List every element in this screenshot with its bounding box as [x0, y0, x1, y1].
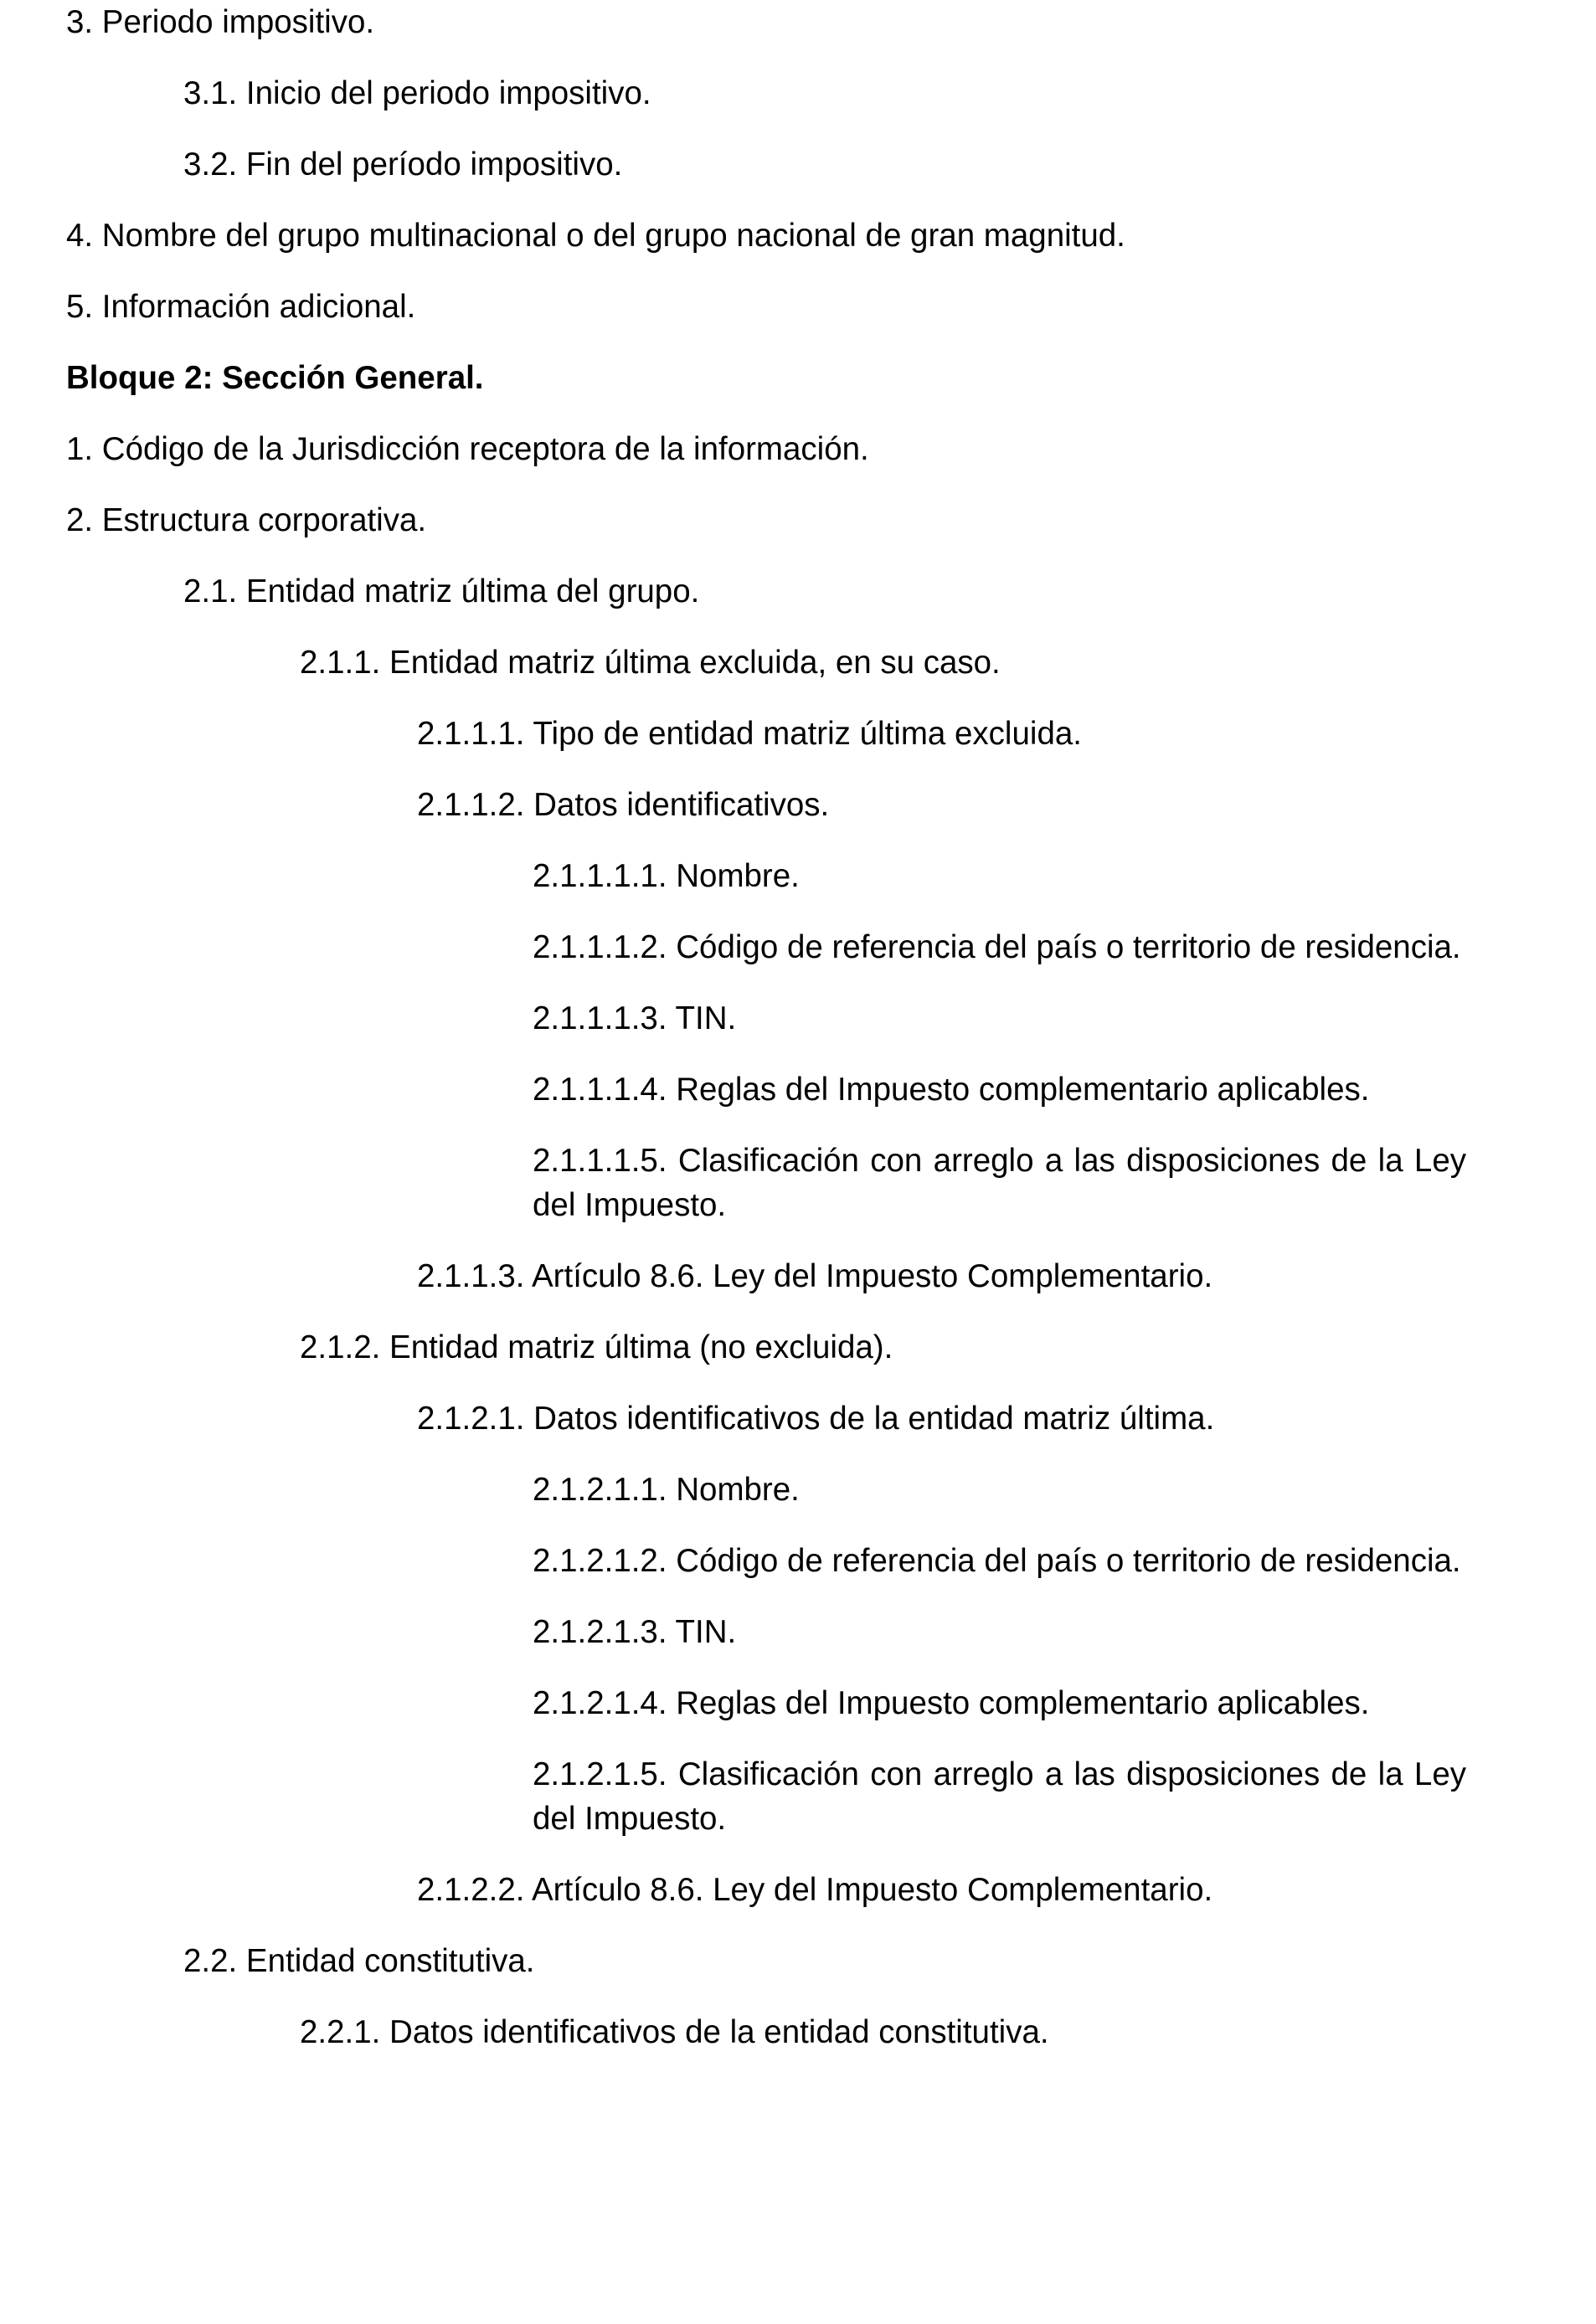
outline-item: 2.1.2. Entidad matriz última (no excluida).	[300, 1329, 893, 1365]
outline-item: 2.1.1.3. Artículo 8.6. Ley del Impuesto Complementario.	[417, 1258, 1213, 1294]
outline-item: 5. Información adicional.	[66, 289, 416, 325]
section-heading: Bloque 2: Sección General.	[66, 360, 484, 396]
outline-item: 2.1.2.1.4. Reglas del Impuesto complementario aplicables.	[533, 1685, 1370, 1721]
outline-item: 2.1.2.1.3. TIN.	[533, 1614, 737, 1650]
outline-item: 3.1. Inicio del periodo impositivo.	[183, 75, 651, 111]
outline-item: 1. Código de la Jurisdicción receptora de la información.	[66, 431, 869, 467]
outline-item: 2.1.2.1.1. Nombre.	[533, 1472, 800, 1508]
outline-item: 2.1.1.1.1. Nombre.	[533, 858, 800, 894]
outline-item: 2.1.1.1.2. Código de referencia del país o territorio de residencia.	[533, 929, 1461, 965]
outline-item: 2.1.1.1.3. TIN.	[533, 1000, 737, 1036]
outline-item: 2.2.1. Datos identificativos de la entidad constitutiva.	[300, 2014, 1049, 2050]
outline-item: 2.1.1.1.5. Clasificación con arreglo a las disposiciones de la Ley del Impuesto.	[533, 1143, 1466, 1223]
outline-item: 2.1. Entidad matriz última del grupo.	[183, 573, 700, 609]
outline-item: 2.1.1. Entidad matriz última excluida, en su caso.	[300, 645, 1001, 681]
outline-item: 2.1.2.1.5. Clasificación con arreglo a las disposiciones de la Ley del Impuesto.	[533, 1756, 1466, 1837]
outline-item: 2.1.2.1.2. Código de referencia del país o territorio de residencia.	[533, 1543, 1461, 1579]
outline-item: 2.1.1.1. Tipo de entidad matriz última excluida.	[417, 716, 1082, 752]
outline-item: 3. Periodo impositivo.	[66, 4, 375, 40]
outline-item: 2.1.1.2. Datos identificativos.	[417, 787, 830, 823]
outline-item: 3.2. Fin del período impositivo.	[183, 147, 623, 183]
outline-item: 2.1.2.2. Artículo 8.6. Ley del Impuesto Complementario.	[417, 1872, 1213, 1908]
outline-item: 4. Nombre del grupo multinacional o del grupo nacional de gran magnitud.	[66, 218, 1125, 254]
outline-item: 2. Estructura corporativa.	[66, 502, 427, 538]
outline-item: 2.1.2.1. Datos identificativos de la entidad matriz última.	[417, 1401, 1215, 1437]
outline-item: 2.2. Entidad constitutiva.	[183, 1943, 535, 1979]
outline-item: 2.1.1.1.4. Reglas del Impuesto complementario aplicables.	[533, 1072, 1370, 1108]
